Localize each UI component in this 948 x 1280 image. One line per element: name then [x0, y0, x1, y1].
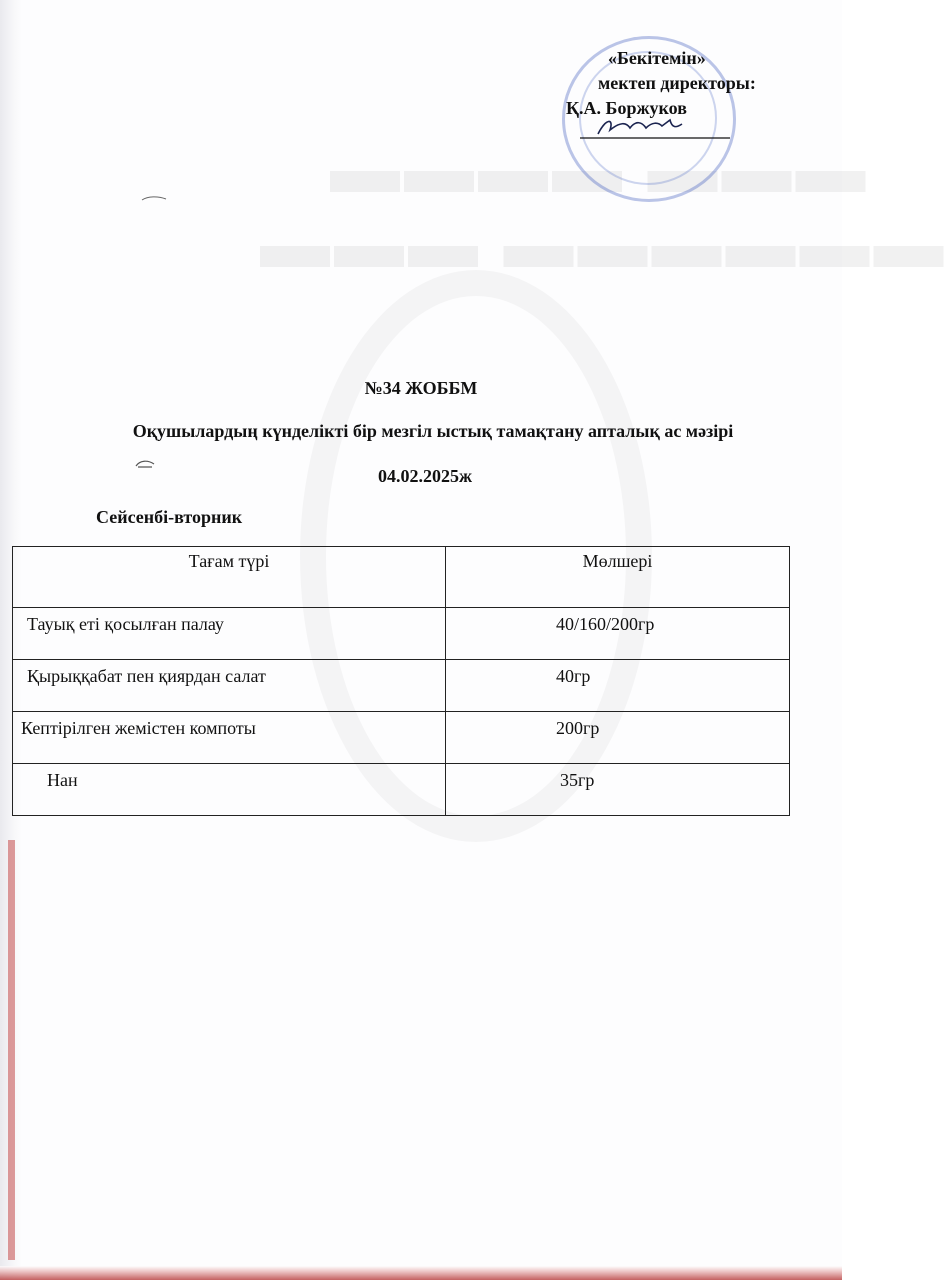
day-of-week: Сейсенбі-вторник	[96, 507, 243, 527]
approval-title: «Бекітемін»	[608, 48, 706, 68]
quantity-cell: 40гр	[446, 660, 790, 712]
pen-mark	[140, 194, 168, 204]
dish-cell: Тауық еті қосылған палау	[13, 608, 446, 660]
menu-table	[12, 546, 790, 816]
column-header-quantity: Мөлшері	[446, 547, 790, 608]
dish-cell: Нан	[13, 764, 446, 816]
table-header-row	[13, 547, 790, 608]
table-row	[13, 764, 790, 816]
bleed-through-text: ▬▬▬▬ ▬▬▬	[330, 131, 870, 208]
approval-name: Қ.А. Боржуков	[566, 98, 687, 118]
approval-position: мектеп директоры:	[598, 73, 756, 93]
quantity-cell: 40/160/200гр	[446, 608, 790, 660]
table-row	[13, 660, 790, 712]
quantity-cell: 200гр	[446, 712, 790, 764]
menu-title: Оқушылардың күнделікті бір мезгіл ыстық тамақтану апталық ас мәзірі	[132, 421, 734, 441]
dish-cell: Қырыққабат пен қиярдан салат	[13, 660, 446, 712]
table-row	[13, 712, 790, 764]
dish-cell: Кептірілген жемістен компоты	[13, 712, 446, 764]
quantity-cell: 35гр	[446, 764, 790, 816]
page-bottom-edge	[0, 1266, 842, 1280]
menu-date: 04.02.2025ж	[377, 466, 473, 486]
school-name: №34 ЖОББМ	[364, 378, 478, 398]
bleed-through-text: ▬▬▬ ▬▬▬▬▬▬	[260, 206, 948, 283]
table-row	[13, 608, 790, 660]
approval-block	[566, 46, 756, 121]
column-header-dish: Тағам түрі	[13, 547, 446, 608]
signature	[580, 112, 730, 144]
